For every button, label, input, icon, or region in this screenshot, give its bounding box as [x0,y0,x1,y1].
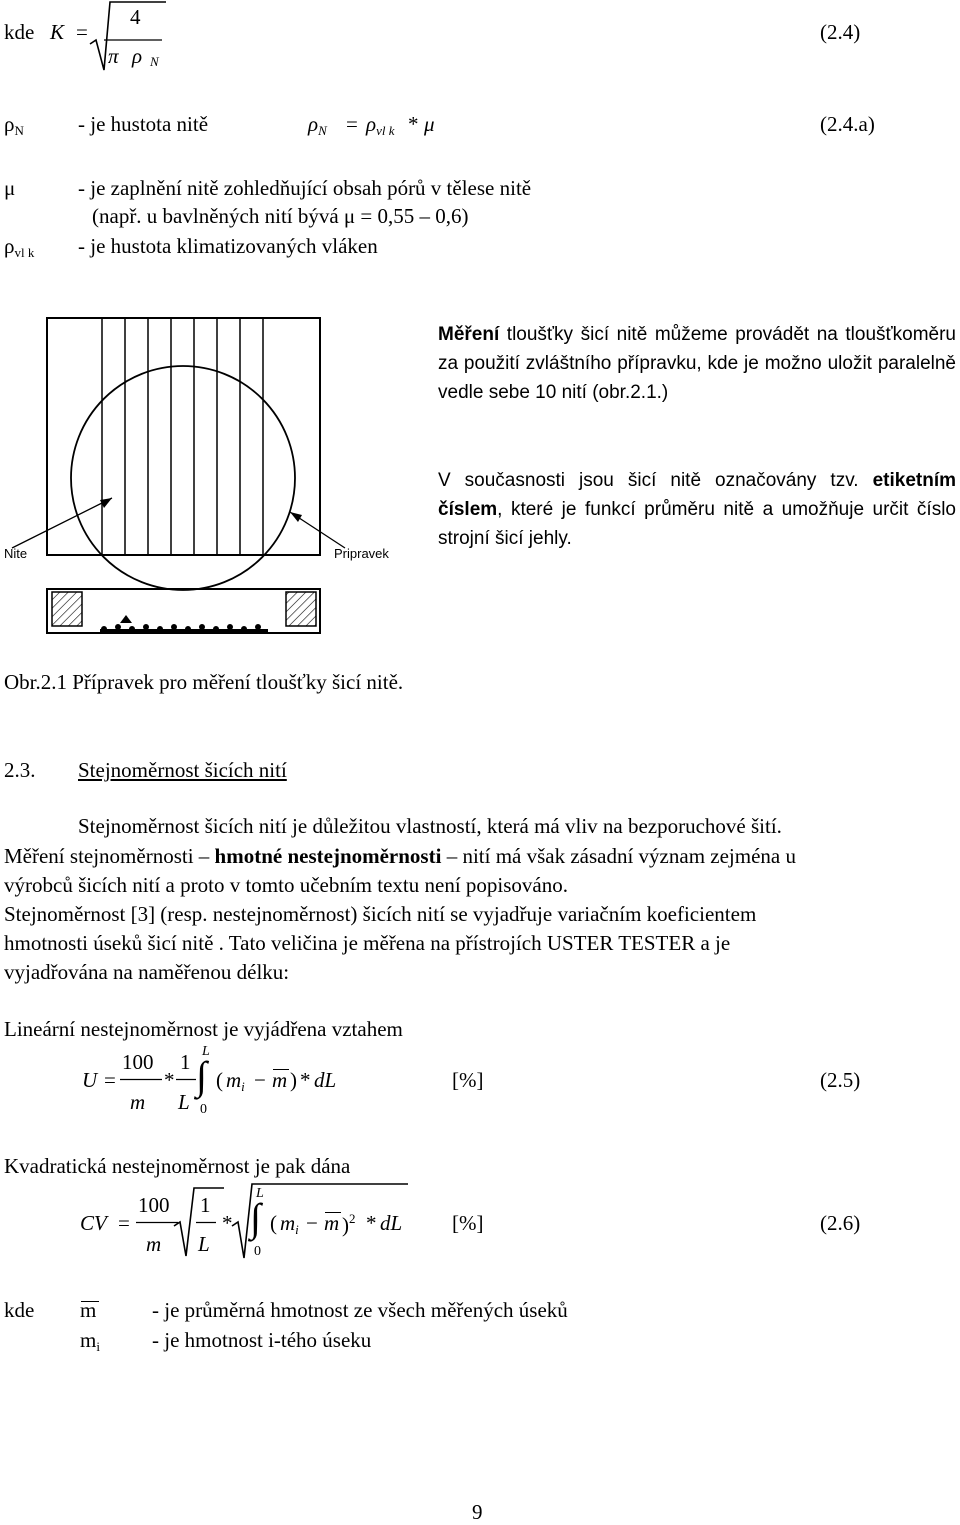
eq24-K: K [50,20,65,44]
eq25-number: (2.5) [820,1068,861,1092]
rhovlk-symbol: $\rho_{vl k}$ [4,234,35,260]
rhoN-symbol: $\rho_N$ [4,112,24,138]
rhoN-formula-mu: μ [424,112,435,136]
eq24-N: N [150,54,159,69]
rhoN-formula-star: * [408,112,419,136]
section-title: Stejnoměrnost šicích nití [78,758,287,782]
eq25-upper: L [202,1044,210,1059]
body-line-1: Stejnoměrnost šicích nití je důležitou vlastností, která má vliv na bezporuchové šití. [78,814,782,838]
page-number: 9 [472,1500,483,1524]
section-number: 2.3. [4,758,36,782]
eq26-mbar: m [324,1211,340,1235]
eq24-rho: ρ [132,44,143,68]
rhoN-formula-rho: $\rho_N$ [308,112,327,138]
eq26-eq: = [118,1211,130,1235]
body-line-3: výrobců šicích nití a proto v tomto učebním textu není popisováno. [4,873,568,897]
eq25-star2: * [300,1068,311,1092]
eq26-mbar-overline [324,1211,342,1214]
eq25-mbar-overline [272,1068,290,1071]
legend-m-desc: - je průměrná hmotnost ze všech měřených úseků [152,1298,568,1322]
rhoN-formula-rho2: $\rho_{vl k}$ [366,112,395,138]
eq24-kde: kde [4,20,35,44]
linear-intro: Lineární nestejnoměrnost je vyjádřena vztahem [4,1017,403,1041]
eq26-upper: L [256,1186,264,1201]
eq25-unit: [%] [452,1068,484,1092]
eq25-paren-close: ) [290,1068,297,1092]
eq25-mbar: m [272,1068,288,1092]
eq24-equals: = [76,20,88,44]
eq24-numerator: 4 [130,5,141,29]
eq25-minus: − [254,1068,266,1092]
eq25-L: L [178,1090,190,1114]
eq25-eq: = [104,1068,116,1092]
eq24-fraction-bar [104,38,164,42]
eq25-dL: dL [314,1068,337,1092]
mu-desc-line2: (např. u bavlněných nití bývá μ = 0,55 – 0,6) [92,204,469,228]
rhoN-desc: - je hustota nitě [78,112,209,136]
eq26-unit: [%] [452,1211,484,1235]
eq25-paren-open: ( [216,1068,223,1092]
figure-label-nite: Nite [4,546,28,561]
mu-symbol: μ [4,176,16,200]
eq26-number: (2.6) [820,1211,861,1235]
eq26-star: * [222,1211,233,1235]
eq25-mi: $m_i$ [226,1068,245,1094]
eq25-lower: 0 [200,1102,207,1117]
eq25-m: m [130,1090,146,1114]
legend-mi-desc: - je hmotnost i-tého úseku [152,1328,372,1352]
body-line-2: Měření stejnoměrnosti – hmotné nestejnoměrnosti – nití má však zásadní význam zejména u [4,844,796,868]
eq26-minus: − [306,1211,318,1235]
quad-intro: Kvadratická nestejnoměrnost je pak dána [4,1154,351,1178]
eq26-integral: ∫ [250,1195,261,1240]
eq25-hundred: 100 [122,1050,154,1074]
eq26-paren-close: )$^2$ [342,1211,356,1237]
eq25-star: * [164,1068,175,1092]
eq24-radical [88,0,168,74]
figure-caption: Obr.2.1 Přípravek pro měření tloušťky šicí nitě. [4,670,404,694]
eq24-pi: π [108,44,119,68]
eq25-U: U [82,1068,98,1092]
side-paragraph-2: V současnosti jsou šicí nitě označovány tzv. etiketním číslem, které je funkcí průměru nitě a umožňuje určit číslo strojní šicí jehly. [438,470,956,549]
body-line-4: Stejnoměrnost [3] (resp. nestejnoměrnost) šicích nití se vyjadřuje variačním koeficientem [4,902,757,926]
legend-kde: kde [4,1298,35,1322]
eq26-dL: dL [380,1211,403,1235]
figure-pripravek-drawing [0,312,420,642]
eq24-number: (2.4) [820,20,861,44]
rhoN-formula-eq: = [346,112,358,136]
legend-mi: $m_i$ [80,1328,100,1354]
body-line-5: hmotnosti úseků šicí nitě . Tato veličina je měřena na přístrojích USTER TESTER a je [4,931,731,955]
eq25-bar-2 [176,1078,198,1081]
figure-label-pripravek: Pripravek [334,546,389,561]
eq26-one: 1 [200,1193,211,1217]
eq25-integral: ∫ [196,1053,207,1098]
eq26-CV: CV [80,1211,107,1235]
legend-m: m [80,1298,97,1322]
legend-m-overline [80,1300,100,1303]
body-line-6: vyjadřována na naměřenou délku: [4,960,290,984]
mu-desc-line1: - je zaplnění nitě zohledňující obsah pórů v tělese nitě [78,176,532,200]
rhovlk-desc: - je hustota klimatizovaných vláken [78,234,378,258]
eq26-mi: $m_i$ [280,1211,299,1237]
eq26-lower: 0 [254,1244,261,1259]
eq25-bar-1 [120,1078,164,1081]
eq26-hundred: 100 [138,1193,170,1217]
eq25-one: 1 [180,1050,191,1074]
side-paragraph-1: Měření tloušťky šicí nitě můžeme provádět na tloušťkoměru za použití zvláštního přípravku, kde je možno uložit paralelně vedle sebe 10 nití (obr.2.1.) [438,324,956,403]
eq26-m: m [146,1232,162,1256]
eq26-L: L [198,1232,210,1256]
eq26-paren-open: ( [270,1211,277,1235]
rhoN-number: (2.4.a) [820,112,875,136]
eq26-star2: * [366,1211,377,1235]
eq26-bar-2 [196,1221,218,1224]
